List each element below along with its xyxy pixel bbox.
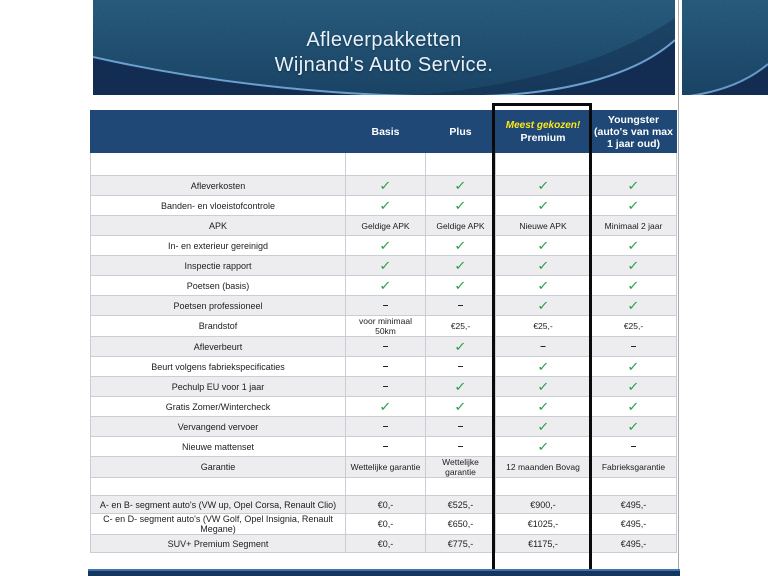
dash-icon: – [382,441,389,452]
check-icon: ✓ [627,238,640,253]
row-label: SUV+ Premium Segment [91,535,346,553]
check-icon: ✓ [379,178,392,193]
check-icon: ✓ [379,278,392,293]
banner-edge-strip [682,0,768,95]
check-icon: ✓ [454,278,467,293]
table-cell [591,236,677,256]
table-cell: €1025,- [496,514,591,535]
table-cell: €25,- [591,316,677,337]
dash-icon: – [457,300,464,311]
table-cell [346,437,426,457]
table-cell [346,276,426,296]
check-icon: ✓ [627,298,640,313]
check-icon: ✓ [536,419,550,434]
dash-icon: – [382,300,389,311]
table-cell [496,296,591,316]
table-cell: €650,- [426,514,496,535]
table-row [91,296,677,316]
table-cell [346,196,426,216]
row-label: Pechulp EU voor 1 jaar [91,377,346,397]
check-icon: ✓ [536,278,550,293]
table-cell [346,337,426,357]
table-cell: €775,- [426,535,496,553]
table-cell [346,256,426,276]
row-label: Gratis Zomer/Wintercheck [91,397,346,417]
spacer-row [91,478,677,496]
table-cell [346,417,426,437]
packages-table [90,110,677,553]
row-label: Beurt volgens fabriekspecificaties [91,357,346,377]
row-label: Brandstof [91,316,346,337]
table-cell [591,377,677,397]
row-label: Afleverbeurt [91,337,346,357]
table-cell [496,397,591,417]
table-row [91,417,677,437]
table-cell: €495,- [591,535,677,553]
table-row [91,176,677,196]
check-icon: ✓ [536,439,550,454]
dash-icon: – [457,421,464,432]
check-icon: ✓ [454,178,467,193]
table-row [91,256,677,276]
table-cell [496,236,591,256]
table-cell: €900,- [496,496,591,514]
row-label: Poetsen professioneel [91,296,346,316]
row-label: C- en D- segment auto's (VW Golf, Opel Insignia, Renault Megane) [91,514,346,535]
check-icon: ✓ [536,399,550,414]
table-header [91,111,677,153]
table-cell [426,437,496,457]
table-cell [346,236,426,256]
table-cell: €1175,- [496,535,591,553]
table-cell [496,478,591,496]
column-header-text: Basis [371,125,400,138]
table-cell [346,377,426,397]
table-cell [426,397,496,417]
title-banner [93,0,675,95]
check-icon: ✓ [627,379,640,394]
check-icon: ✓ [627,278,640,293]
check-icon: ✓ [379,258,392,273]
check-icon: ✓ [536,178,550,193]
most-chosen-badge: Meest gekozen! [505,119,581,131]
table-cell [591,478,677,496]
table-cell [591,357,677,377]
table-cell: voor minimaal 50km [346,316,426,337]
table-cell [591,153,677,176]
table-cell [496,377,591,397]
table-cell: Minimaal 2 jaar [591,216,677,236]
row-label: Nieuwe mattenset [91,437,346,457]
table-row [91,377,677,397]
page-edge-divider [678,0,679,571]
check-icon: ✓ [627,178,640,193]
page-title-line2: Wijnand's Auto Service. [274,54,494,76]
table-row [91,397,677,417]
table-cell: €0,- [346,535,426,553]
table-cell [346,357,426,377]
table-row [91,457,677,478]
table-cell [426,276,496,296]
column-header-text: Youngster (auto's van max 1 jaar oud) [594,113,673,150]
table-row [91,496,677,514]
table-cell [426,357,496,377]
page-title [93,28,675,78]
table-cell [426,236,496,256]
check-icon: ✓ [536,238,550,253]
table-cell [426,478,496,496]
check-icon: ✓ [536,379,550,394]
row-label: In- en exterieur gereinigd [91,236,346,256]
column-header-premium [496,111,591,153]
column-header-text: Premium [520,131,566,144]
table-cell [591,296,677,316]
table-cell [591,196,677,216]
table-cell [426,417,496,437]
table-row [91,196,677,216]
table-cell [496,437,591,457]
row-label: Vervangend vervoer [91,417,346,437]
check-icon: ✓ [536,258,550,273]
check-icon: ✓ [379,399,392,414]
row-label: Garantie [91,457,346,478]
table-cell [426,377,496,397]
table-cell [346,176,426,196]
table-cell [426,196,496,216]
table-cell [591,176,677,196]
table-cell: €25,- [426,316,496,337]
check-icon: ✓ [627,399,640,414]
row-label: Inspectie rapport [91,256,346,276]
table-cell [426,176,496,196]
row-label: Poetsen (basis) [91,276,346,296]
dash-icon: – [382,341,389,352]
check-icon: ✓ [627,258,640,273]
page-title-line1: Afleverpakketten [306,29,462,51]
table-row [91,357,677,377]
check-icon: ✓ [454,379,467,394]
dash-icon: – [457,361,464,372]
row-label: APK [91,216,346,236]
table-cell [591,417,677,437]
table-cell [426,256,496,276]
table-cell [346,397,426,417]
dash-icon: – [382,421,389,432]
table-cell [346,153,426,176]
table-cell [426,153,496,176]
table-cell: €495,- [591,514,677,535]
table-row [91,337,677,357]
spacer-row [91,153,677,176]
table-cell: €495,- [591,496,677,514]
table-cell [496,196,591,216]
table-cell: €0,- [346,496,426,514]
dash-icon: – [382,381,389,392]
check-icon: ✓ [536,359,550,374]
check-icon: ✓ [536,198,550,213]
table-row [91,514,677,535]
check-icon: ✓ [454,238,467,253]
row-label [91,478,346,496]
table-cell [496,337,591,357]
row-label: A- en B- segment auto's (VW up, Opel Corsa, Renault Clio) [91,496,346,514]
dash-icon: – [630,341,637,352]
table-row [91,535,677,553]
check-icon: ✓ [379,238,392,253]
table-cell [496,176,591,196]
table-row [91,437,677,457]
table-cell [496,276,591,296]
table-row [91,216,677,236]
table-row [91,236,677,256]
dash-icon: – [382,361,389,372]
table-cell [591,397,677,417]
table-row [91,316,677,337]
table-cell: 12 maanden Bovag [496,457,591,478]
table-row [91,276,677,296]
check-icon: ✓ [454,198,467,213]
check-icon: ✓ [454,258,467,273]
table-cell [591,276,677,296]
table-body [91,153,677,553]
table-cell [496,357,591,377]
table-cell: Geldige APK [426,216,496,236]
table-cell [591,337,677,357]
dash-icon: – [540,341,546,352]
check-icon: ✓ [379,198,392,213]
table-cell [426,337,496,357]
table-cell [346,478,426,496]
check-icon: ✓ [454,339,467,354]
table-cell [426,296,496,316]
row-label: Afleverkosten [91,176,346,196]
table-cell: €25,- [496,316,591,337]
dash-icon: – [630,441,637,452]
table-cell: Geldige APK [346,216,426,236]
check-icon: ✓ [627,419,640,434]
column-header-basis [346,111,426,153]
check-icon: ✓ [536,298,550,313]
table-cell [591,256,677,276]
table-cell [496,417,591,437]
table-cell: €0,- [346,514,426,535]
row-label: Banden- en vloeistofcontrole [91,196,346,216]
check-icon: ✓ [627,198,640,213]
table-cell: €525,- [426,496,496,514]
table-cell [496,153,591,176]
table-cell: Wettelijke garantie [346,457,426,478]
table-cell: Fabrieksgarantie [591,457,677,478]
table-cell [346,296,426,316]
table-cell [591,437,677,457]
dash-icon: – [457,441,464,452]
column-header-youngster [591,111,677,153]
table-cell [496,256,591,276]
column-header-label [91,111,346,153]
row-label [91,153,346,176]
column-header-text: Plus [449,125,472,138]
footer-bar [88,569,680,576]
packages-table-wrap [90,110,676,553]
check-icon: ✓ [454,399,467,414]
table-cell: Nieuwe APK [496,216,591,236]
table-cell: Wettelijke garantie [426,457,496,478]
check-icon: ✓ [627,359,640,374]
column-header-plus [426,111,496,153]
